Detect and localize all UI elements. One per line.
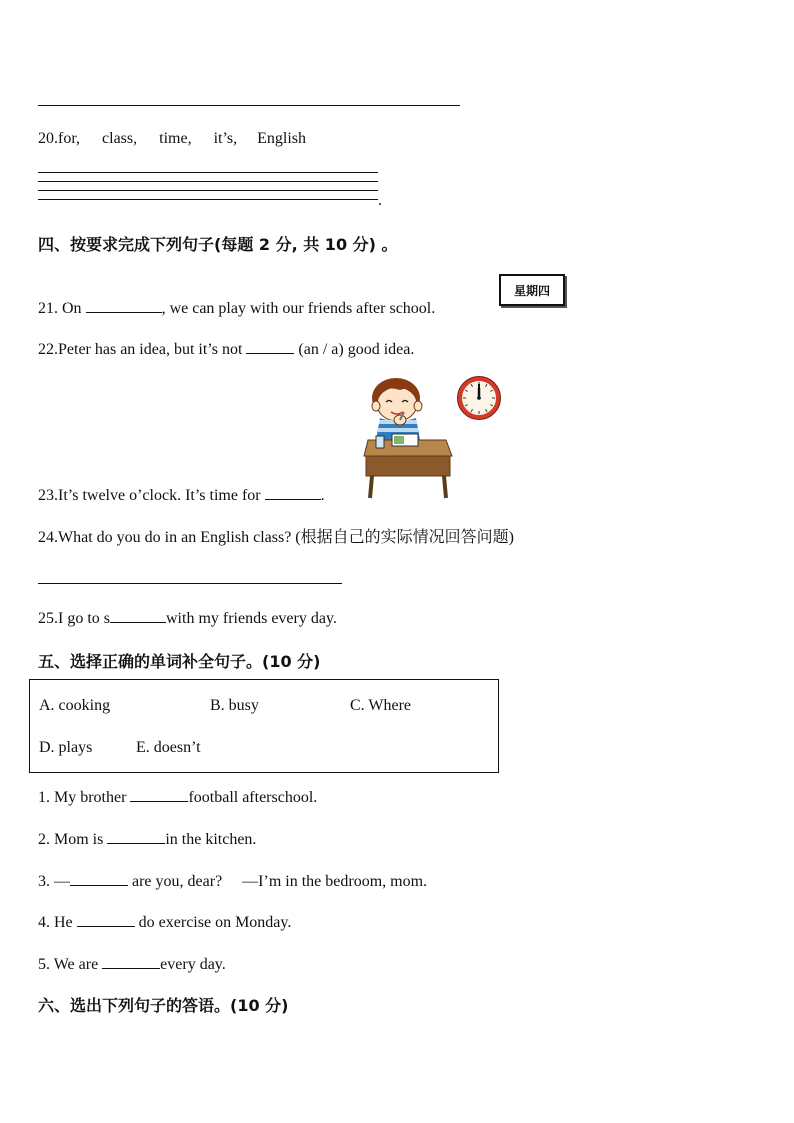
s5-item-prefix: 1. My brother — [38, 789, 127, 806]
clock-icon — [456, 375, 502, 421]
q20-number: 20. — [38, 130, 58, 147]
q20-word: class, — [102, 130, 138, 147]
s5-item-5 — [38, 953, 226, 974]
q25-prefix: 25.I go to s — [38, 610, 110, 627]
q25-suffix: with my friends every day. — [166, 610, 337, 627]
q20-word: for, — [58, 130, 81, 147]
word-bank-option: D. plays — [39, 739, 93, 756]
s5-item-suffix: football afterschool. — [188, 789, 318, 806]
q20-word: it’s, — [213, 130, 238, 147]
q24-question: 24.What do you do in an English class? (根据自己的实际情况回答问题) — [38, 529, 514, 546]
s5-item-1 — [38, 786, 317, 807]
weekday-badge: 星期四 — [499, 274, 565, 306]
s5-item-prefix: 3. — — [38, 873, 70, 890]
s5-item-prefix: 4. He — [38, 914, 73, 931]
section6-heading: 六、选出下列句子的答语。(10 分) — [38, 996, 289, 1015]
q22-sentence — [38, 338, 414, 359]
s5-item-blank[interactable] — [107, 828, 165, 844]
s5-item-3 — [38, 870, 427, 891]
q25-sentence — [38, 607, 337, 628]
q21-sentence — [38, 297, 435, 318]
q22-prefix: 22.Peter has an idea, but it’s not — [38, 341, 243, 358]
q24-answer-line[interactable] — [38, 583, 342, 584]
s5-item-suffix: do exercise on Monday. — [138, 914, 292, 931]
writing-line — [38, 190, 378, 191]
q20-word: English — [257, 130, 307, 147]
word-bank-option: C. Where — [350, 697, 412, 714]
s5-item-prefix: 5. We are — [38, 956, 99, 973]
q23-blank[interactable] — [265, 484, 321, 500]
answer-line-19 — [38, 105, 460, 106]
q22-suffix: (an / a) good idea. — [298, 341, 415, 358]
writing-line — [38, 172, 378, 173]
writing-line — [38, 199, 378, 200]
s5-item-suffix: in the kitchen. — [165, 831, 257, 848]
q21-prefix: 21. On — [38, 300, 82, 317]
q23-prefix: 23.It’s twelve o’clock. It’s time for — [38, 487, 261, 504]
q23-sentence — [38, 484, 325, 505]
q23-suffix: . — [320, 487, 325, 504]
q20-scrambled-words — [38, 130, 306, 148]
s5-item-suffix: are you, dear? —I’m in the bedroom, mom. — [132, 873, 428, 890]
s5-item-2 — [38, 828, 256, 849]
s5-item-blank[interactable] — [130, 786, 188, 802]
word-bank-option: A. cooking — [39, 697, 111, 714]
section5-heading: 五、选择正确的单词补全句子。(10 分) — [38, 652, 321, 671]
s5-item-suffix: every day. — [160, 956, 226, 973]
s5-item-prefix: 2. Mom is — [38, 831, 104, 848]
s5-item-blank[interactable] — [77, 911, 135, 927]
section4-heading: 四、按要求完成下列句子(每题 2 分, 共 10 分) 。 — [38, 235, 398, 254]
q25-blank[interactable] — [110, 607, 166, 623]
q22-blank[interactable] — [246, 338, 294, 354]
s5-item-4 — [38, 911, 291, 932]
writing-line — [38, 181, 378, 182]
q21-blank[interactable] — [86, 297, 162, 313]
word-bank-option: E. doesn’t — [136, 739, 201, 756]
word-bank-option: B. busy — [210, 697, 259, 714]
word-bank-box — [29, 679, 499, 773]
boy-eating-illustration — [360, 374, 456, 500]
s5-item-blank[interactable] — [102, 953, 160, 969]
q20-period: . — [378, 192, 382, 209]
s5-item-blank[interactable] — [70, 870, 128, 886]
q21-suffix: , we can play with our friends after school. — [161, 300, 436, 317]
q20-word: time, — [159, 130, 192, 147]
